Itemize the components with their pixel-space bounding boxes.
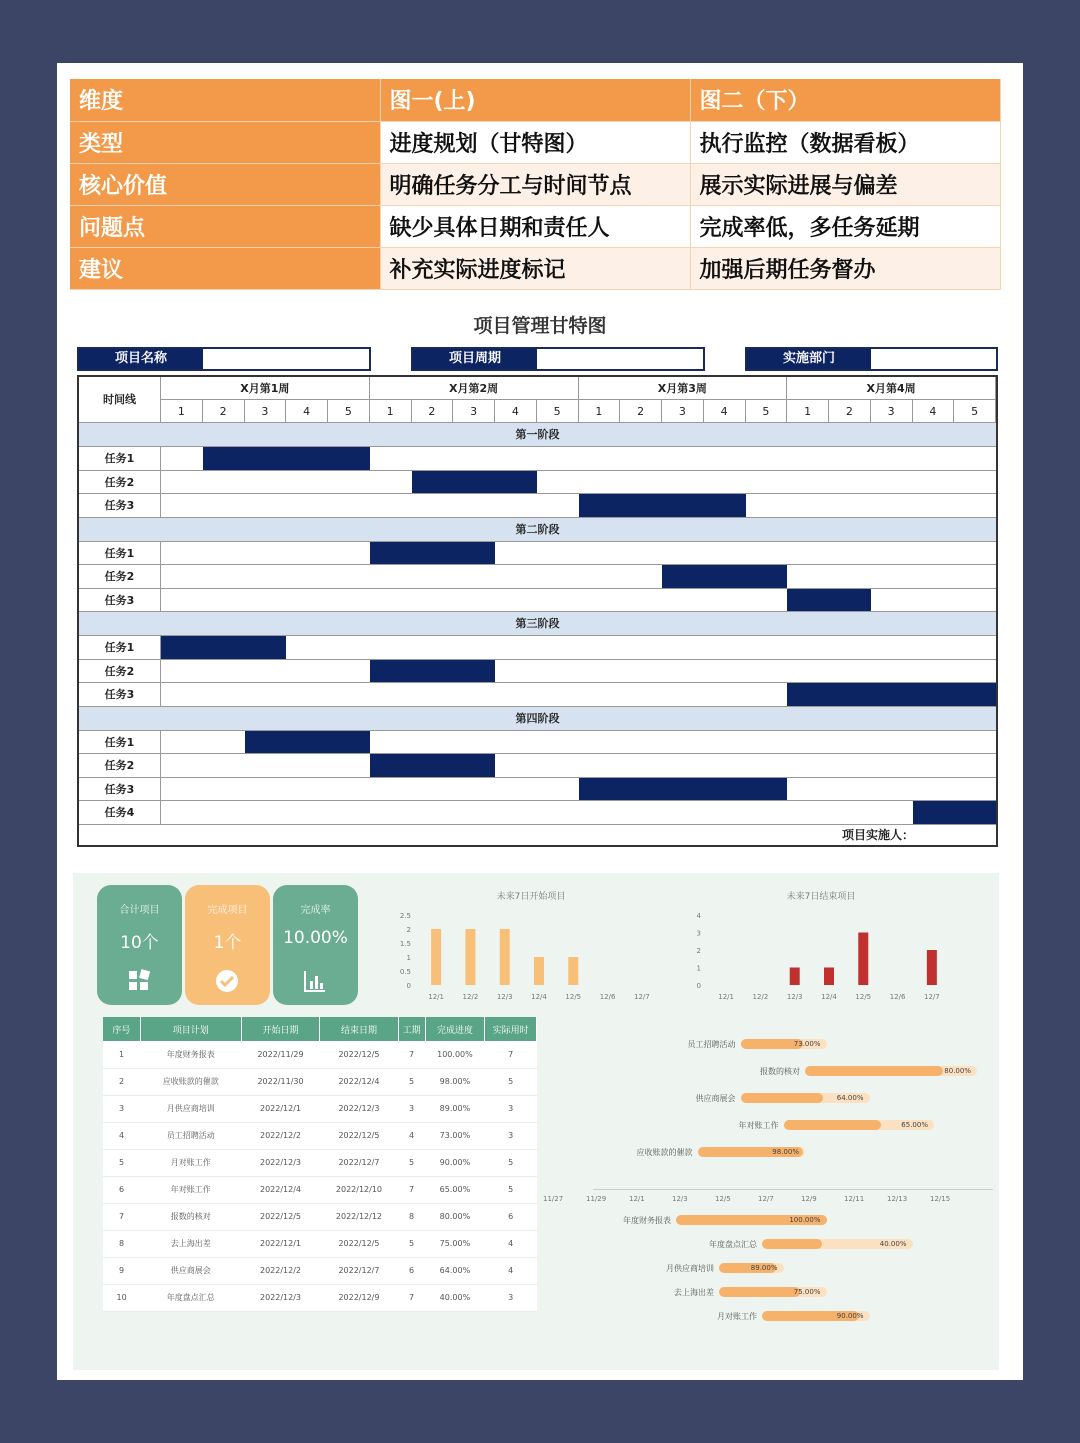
bar: [927, 950, 937, 985]
day-header: 4: [704, 400, 746, 423]
comparison-row: [70, 163, 1000, 205]
table-cell: 8: [103, 1230, 140, 1257]
day-header: 3: [453, 400, 495, 423]
table-row: [103, 1230, 537, 1257]
gantt-progress-fill: [805, 1066, 943, 1076]
table-cell: 5: [103, 1149, 140, 1176]
task-row: [79, 801, 996, 825]
task-bar: [913, 801, 997, 824]
x-tick-label: 12/13: [887, 1195, 908, 1203]
table-cell: 2022/12/3: [241, 1149, 319, 1176]
table-cell: 7: [103, 1203, 140, 1230]
table-cell: 7: [398, 1284, 425, 1311]
table-cell: 年度盘点汇总: [140, 1284, 241, 1311]
task-label: 任务3: [79, 494, 161, 517]
task-label: 任务1: [79, 731, 161, 754]
table-cell: 73.00%: [425, 1122, 485, 1149]
gantt-progress-label: 80.00%: [944, 1067, 971, 1075]
task-label: 任务2: [79, 565, 161, 588]
task-row: [79, 565, 996, 589]
table-cell: 5: [485, 1176, 537, 1203]
table-cell: 报数的核对: [140, 1203, 241, 1230]
gantt-task-label: 月对账工作: [717, 1312, 757, 1321]
gantt-progress-fill: [741, 1093, 824, 1103]
table-cell: 65.00%: [425, 1176, 485, 1203]
task-row: [79, 683, 996, 707]
task-row: [79, 542, 996, 566]
bar: [824, 968, 834, 986]
x-tick-label: 12/2: [752, 993, 769, 1001]
gantt-task-label: 年度财务报表: [623, 1216, 671, 1225]
card-value: 10.00%: [283, 928, 348, 948]
bar: [534, 957, 544, 985]
x-tick-label: 12/1: [428, 993, 445, 1001]
row-key: 核心价值: [70, 163, 380, 205]
table-cell: 2022/12/5: [241, 1203, 319, 1230]
x-axis: [593, 1189, 993, 1190]
table-cell: 2022/12/1: [241, 1230, 319, 1257]
table-cell: 2022/11/30: [241, 1068, 319, 1095]
gantt-progress-fill: [784, 1120, 882, 1130]
comparison-row: [70, 121, 1000, 163]
y-tick-label: 2.5: [399, 912, 411, 920]
card-title: 合计项目: [119, 905, 160, 916]
x-tick-label: 12/15: [930, 1195, 951, 1203]
gantt-progress-label: 40.00%: [879, 1240, 907, 1248]
gantt-title: 项目管理甘特图: [473, 315, 607, 337]
table-cell: 供应商展会: [140, 1257, 241, 1284]
table-cell: 6: [485, 1203, 537, 1230]
table-row: [103, 1284, 537, 1311]
implementer-label: 项目实施人：: [841, 828, 914, 842]
card-title: 完成率: [300, 905, 331, 916]
table-cell: 90.00%: [425, 1149, 485, 1176]
table-header-cell: 工期: [398, 1017, 425, 1041]
gantt-progress-label: 90.00%: [836, 1312, 864, 1320]
day-header: 3: [662, 400, 704, 423]
table-cell: 3: [398, 1095, 425, 1122]
task-label: 任务3: [79, 778, 161, 801]
row-figure2: 完成率低，多任务延期: [690, 205, 1000, 247]
table-cell: 5: [485, 1068, 537, 1095]
row-figure1: 进度规划（甘特图）: [380, 121, 690, 163]
y-tick-label: 0.5: [399, 968, 411, 976]
table-cell: 2022/12/10: [320, 1176, 398, 1203]
x-tick-label: 12/7: [923, 993, 940, 1001]
x-tick-label: 12/1: [629, 1195, 645, 1203]
task-row: [79, 778, 996, 802]
gantt-task-label: 年度盘点汇总: [709, 1240, 757, 1249]
phase-header: 第三阶段: [79, 612, 996, 636]
task-bar: [787, 683, 996, 706]
gantt-task-bar: [784, 1120, 935, 1130]
table-cell: 3: [485, 1284, 537, 1311]
project-period-field: [411, 347, 705, 371]
task-label: 任务2: [79, 754, 161, 777]
gantt-task-label: 去上海出差: [674, 1288, 714, 1297]
bar: [465, 929, 475, 985]
gantt-progress-label: 73.00%: [793, 1040, 821, 1048]
table-cell: 5: [398, 1149, 425, 1176]
table-cell: 2022/12/5: [320, 1230, 398, 1257]
x-tick-label: 12/6: [599, 993, 616, 1001]
week-header: X月第4周: [787, 377, 996, 400]
x-tick-label: 12/7: [758, 1195, 774, 1203]
task-row: [79, 660, 996, 684]
bar: [431, 929, 441, 985]
task-bar: [203, 447, 370, 470]
gantt-progress-fill: [719, 1287, 800, 1297]
x-tick-label: 12/1: [718, 993, 735, 1001]
row-key: 问题点: [70, 205, 380, 247]
day-header: 2: [620, 400, 662, 423]
task-bar: [579, 494, 746, 517]
table-cell: 2022/12/5: [320, 1041, 398, 1068]
document-page: [57, 63, 1023, 1380]
project-gantt-chart: [543, 1017, 993, 1357]
y-tick-label: 4: [696, 912, 701, 920]
task-row: [79, 447, 996, 471]
gantt-task-label: 供应商展会: [695, 1094, 736, 1103]
bar-chart-icon: [303, 969, 327, 993]
task-bar: [412, 471, 537, 494]
gantt-task-label: 月供应商培训: [666, 1264, 714, 1273]
x-tick-label: 11/29: [586, 1195, 607, 1203]
table-cell: 2022/12/1: [241, 1095, 319, 1122]
y-tick-label: 1: [696, 964, 701, 973]
table-cell: 2022/11/29: [241, 1041, 319, 1068]
row-figure1: 补充实际进度标记: [380, 247, 690, 289]
table-row: [103, 1041, 537, 1068]
day-header: 3: [871, 400, 913, 423]
x-tick-label: 12/7: [633, 993, 650, 1001]
bar: [500, 929, 510, 985]
row-figure2: 加强后期任务督办: [690, 247, 1000, 289]
table-cell: 3: [485, 1122, 537, 1149]
task-bar: [245, 731, 370, 754]
table-row: [103, 1122, 537, 1149]
table-cell: 2022/12/12: [320, 1203, 398, 1230]
table-cell: 6: [103, 1176, 140, 1203]
y-tick-label: 3: [696, 929, 701, 938]
table-header-cell: 序号: [103, 1017, 140, 1041]
bar: [858, 933, 868, 986]
table-cell: 月供应商培训: [140, 1095, 241, 1122]
table-cell: 5: [398, 1230, 425, 1257]
x-tick-label: 12/4: [821, 993, 837, 1001]
table-cell: 6: [398, 1257, 425, 1284]
gantt-task-bar: [698, 1147, 806, 1157]
table-cell: 10: [103, 1284, 140, 1311]
gantt-task-bar: [805, 1066, 977, 1076]
y-tick-label: 1.5: [399, 940, 411, 948]
summary-card: [97, 885, 182, 1005]
phase-header: 第四阶段: [79, 707, 996, 731]
grid-icon: [127, 969, 151, 993]
day-header: 4: [495, 400, 537, 423]
gantt-task-label: 年对账工作: [738, 1121, 779, 1130]
y-tick-label: 0: [406, 982, 411, 990]
day-header: 1: [787, 400, 829, 423]
header-cell-figure1: 图一(上): [380, 79, 690, 121]
x-tick-label: 12/2: [462, 993, 479, 1001]
task-row: [79, 754, 996, 778]
table-cell: 4: [485, 1257, 537, 1284]
check-icon: [215, 969, 239, 993]
table-cell: 40.00%: [425, 1284, 485, 1311]
x-tick-label: 12/3: [496, 993, 513, 1001]
timeline-label: 时间线: [79, 377, 161, 423]
table-cell: 7: [398, 1041, 425, 1068]
table-header-cell: 项目计划: [140, 1017, 241, 1041]
x-tick-label: 12/5: [855, 993, 872, 1001]
table-cell: 3: [485, 1095, 537, 1122]
table-cell: 2022/12/5: [320, 1122, 398, 1149]
table-cell: 75.00%: [425, 1230, 485, 1257]
gantt-task-bar: [676, 1215, 827, 1225]
comparison-row: [70, 205, 1000, 247]
table-cell: 2022/12/7: [320, 1257, 398, 1284]
day-header: 2: [412, 400, 454, 423]
day-header: 1: [161, 400, 203, 423]
table-cell: 月对账工作: [140, 1149, 241, 1176]
table-cell: 1: [103, 1041, 140, 1068]
table-cell: 4: [398, 1122, 425, 1149]
gantt-progress-label: 100.00%: [789, 1216, 821, 1224]
task-label: 任务2: [79, 471, 161, 494]
task-label: 任务1: [79, 636, 161, 659]
table-cell: 100.00%: [425, 1041, 485, 1068]
x-tick-label: 12/5: [565, 993, 582, 1001]
task-label: 任务2: [79, 660, 161, 683]
x-tick-label: 11/27: [543, 1195, 564, 1203]
table-row: [103, 1149, 537, 1176]
week-header: X月第1周: [161, 377, 370, 400]
gantt-progress-label: 65.00%: [901, 1121, 928, 1129]
x-tick-label: 12/5: [715, 1195, 731, 1203]
task-bar: [579, 778, 788, 801]
table-cell: 98.00%: [425, 1068, 485, 1095]
table-row: [103, 1068, 537, 1095]
y-tick-label: 1: [406, 954, 411, 962]
table-cell: 5: [485, 1149, 537, 1176]
header-cell-dimension: 维度: [70, 79, 380, 121]
task-row: [79, 471, 996, 495]
day-header: 3: [245, 400, 287, 423]
y-tick-label: 2: [696, 947, 701, 955]
row-figure1: 缺少具体日期和责任人: [380, 205, 690, 247]
task-label: 任务3: [79, 589, 161, 612]
table-cell: 2022/12/3: [320, 1095, 398, 1122]
task-row: [79, 731, 996, 755]
table-cell: 去上海出差: [140, 1230, 241, 1257]
row-figure2: 展示实际进展与偏差: [690, 163, 1000, 205]
day-header: 4: [286, 400, 328, 423]
task-bar: [370, 660, 495, 683]
day-header: 1: [370, 400, 412, 423]
table-cell: 2022/12/3: [241, 1284, 319, 1311]
day-header: 5: [954, 400, 996, 423]
gantt-chart: [77, 375, 998, 847]
table-cell: 年度财务报表: [140, 1041, 241, 1068]
chart-title: 未来7日结束项目: [786, 892, 856, 902]
task-bar: [370, 754, 495, 777]
table-cell: 89.00%: [425, 1095, 485, 1122]
bar: [568, 957, 578, 985]
table-cell: 4: [485, 1230, 537, 1257]
task-label: 任务4: [79, 801, 161, 824]
table-cell: 7: [398, 1176, 425, 1203]
table-cell: 2: [103, 1068, 140, 1095]
card-value: 10个: [120, 933, 159, 953]
gantt-task-bar: [719, 1287, 827, 1297]
gantt-task-bar: [762, 1311, 870, 1321]
table-cell: 2022/12/9: [320, 1284, 398, 1311]
x-tick-label: 12/6: [889, 993, 906, 1001]
table-header-cell: 开始日期: [241, 1017, 319, 1041]
gantt-progress-label: 89.00%: [750, 1264, 778, 1272]
x-tick-label: 12/4: [531, 993, 547, 1001]
comparison-header-row: [70, 79, 1000, 121]
table-cell: 9: [103, 1257, 140, 1284]
table-cell: 4: [103, 1122, 140, 1149]
gantt-task-label: 应收账款的催款: [636, 1148, 693, 1157]
table-cell: 5: [398, 1068, 425, 1095]
day-header: 5: [746, 400, 788, 423]
table-header-cell: 结束日期: [320, 1017, 398, 1041]
comparison-table: [70, 79, 1001, 290]
task-label: 任务1: [79, 542, 161, 565]
gantt-progress-fill: [762, 1239, 822, 1249]
row-figure1: 明确任务分工与时间节点: [380, 163, 690, 205]
gantt-progress-label: 64.00%: [836, 1094, 864, 1102]
gantt-task-bar: [741, 1093, 870, 1103]
gantt-task-label: 报数的核对: [760, 1067, 800, 1076]
table-cell: 2022/12/4: [320, 1068, 398, 1095]
table-cell: 2022/12/4: [241, 1176, 319, 1203]
row-figure2: 执行监控（数据看板）: [690, 121, 1000, 163]
gantt-task-bar: [762, 1239, 913, 1249]
comparison-row: [70, 247, 1000, 289]
table-cell: 年对账工作: [140, 1176, 241, 1203]
table-cell: 8: [398, 1203, 425, 1230]
table-cell: 7: [485, 1041, 537, 1068]
end-projects-chart: [681, 883, 961, 1013]
y-tick-label: 0: [696, 982, 701, 990]
gantt-progress-label: 75.00%: [793, 1288, 821, 1296]
table-header-cell: 实际用时: [485, 1017, 537, 1041]
phase-header: 第二阶段: [79, 518, 996, 542]
task-bar: [662, 565, 787, 588]
project-period-label: 项目周期: [413, 349, 537, 369]
day-header: 2: [829, 400, 871, 423]
task-label: 任务3: [79, 683, 161, 706]
table-cell: 2022/12/2: [241, 1257, 319, 1284]
task-bar: [161, 636, 286, 659]
project-name-label: 项目名称: [79, 349, 203, 369]
table-row: [103, 1203, 537, 1230]
day-header: 4: [913, 400, 955, 423]
card-value: 1个: [213, 933, 242, 953]
department-label: 实施部门: [747, 349, 871, 369]
table-cell: 应收账款的催款: [140, 1068, 241, 1095]
day-header: 5: [537, 400, 579, 423]
task-row: [79, 589, 996, 613]
table-cell: 64.00%: [425, 1257, 485, 1284]
week-header: X月第2周: [370, 377, 579, 400]
task-bar: [787, 589, 871, 612]
card-title: 完成项目: [207, 905, 248, 916]
table-row: [103, 1257, 537, 1284]
y-tick-label: 2: [406, 926, 411, 934]
project-table: [103, 1017, 537, 1312]
gantt-progress-label: 98.00%: [772, 1148, 799, 1156]
phase-header: 第一阶段: [79, 423, 996, 447]
department-field: [745, 347, 998, 371]
summary-card: [273, 885, 358, 1005]
row-key: 建议: [70, 247, 380, 289]
summary-card: [185, 885, 270, 1005]
table-cell: 员工招聘活动: [140, 1122, 241, 1149]
gantt-task-label: 员工招聘活动: [687, 1040, 736, 1049]
day-header: 2: [203, 400, 245, 423]
start-projects-chart: [391, 883, 671, 1013]
day-header: 5: [328, 400, 370, 423]
table-cell: 2022/12/7: [320, 1149, 398, 1176]
row-key: 类型: [70, 121, 380, 163]
x-tick-label: 12/9: [801, 1195, 817, 1203]
table-row: [103, 1095, 537, 1122]
table-header-row: [103, 1017, 537, 1041]
table-cell: 2022/12/2: [241, 1122, 319, 1149]
week-header: X月第3周: [579, 377, 788, 400]
gantt-task-bar: [741, 1039, 827, 1049]
data-dashboard: [73, 873, 999, 1370]
task-row: [79, 494, 996, 518]
table-cell: 80.00%: [425, 1203, 485, 1230]
chart-title: 未来7日开始项目: [496, 892, 566, 902]
gantt-task-bar: [719, 1263, 784, 1273]
bar: [790, 968, 800, 986]
x-tick-label: 12/11: [844, 1195, 865, 1203]
task-bar: [370, 542, 495, 565]
project-name-field: [77, 347, 371, 371]
header-cell-figure2: 图二（下）: [690, 79, 1000, 121]
table-cell: 3: [103, 1095, 140, 1122]
table-row: [103, 1176, 537, 1203]
task-label: 任务1: [79, 447, 161, 470]
table-header-cell: 完成进度: [425, 1017, 485, 1041]
day-header: 1: [579, 400, 621, 423]
x-tick-label: 12/3: [786, 993, 803, 1001]
x-tick-label: 12/3: [672, 1195, 688, 1203]
task-row: [79, 636, 996, 660]
